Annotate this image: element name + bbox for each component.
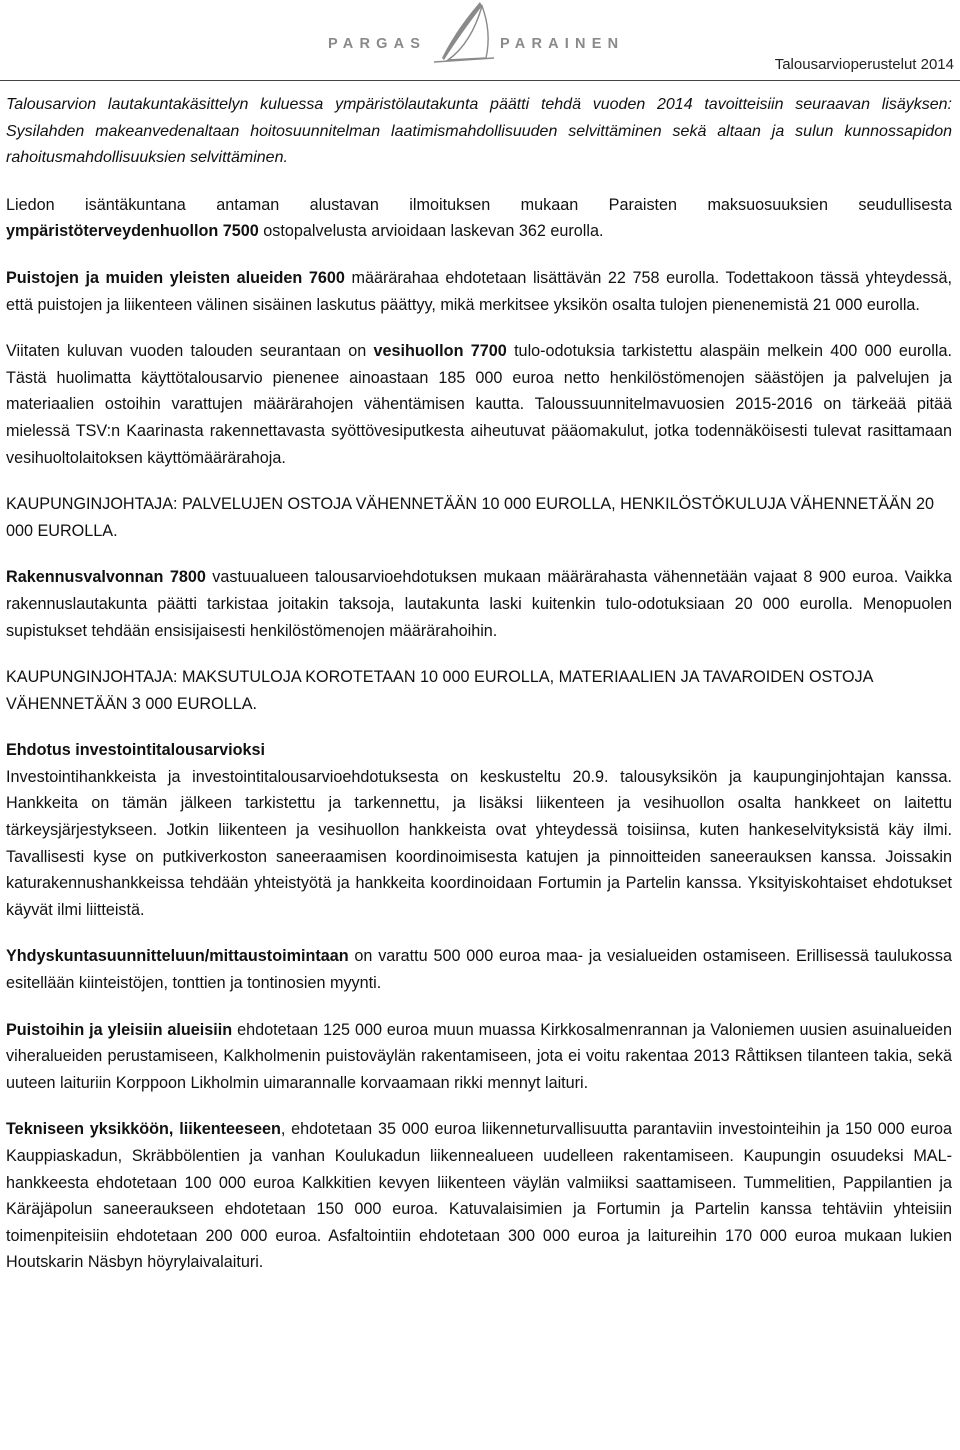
p3-bold: Puistojen ja muiden yleisten alueiden 7600 xyxy=(6,268,345,287)
paragraph-building-control xyxy=(6,564,952,644)
paragraph-parks-7600 xyxy=(6,265,952,318)
page-header xyxy=(0,0,960,92)
p9-bold: Yhdyskuntasuunnitteluun/mittaustoimintaan xyxy=(6,947,349,966)
p2-text-c: ostopalvelusta arvioidaan laskevan 362 eurolla. xyxy=(258,222,604,241)
p2-bold: ympäristöterveydenhuollon 7500 xyxy=(6,222,259,241)
paragraph-technical-unit xyxy=(6,1116,952,1276)
header-divider xyxy=(0,80,960,81)
paragraph-investment-proposal xyxy=(6,737,952,923)
p4-text-c: tulo-odotuksia tarkistettu alaspäin melkein 400 000 eurolla. Tästä huolimatta käyttötalousarvio pienenee ainoastaan 185 000 euroa netto henkilöstömenojen säästöjen ja palvelujen ja materiaalien ostoihin varattujen määrärahojen vähentämisen kautta. Taloussuunnitelmavuosien 2015-2016 on tärkeää pitää mielessä TSV:n Kaarinasta rakennettavasta syöttövesiputkesta aiheutuvat pääomakulut, jotka todennäköisesti tulevat rasittamaan vesihuoltolaitoksen käyttömäärärahoja. xyxy=(6,342,952,467)
p10-bold: Puistoihin ja yleisiin alueisiin xyxy=(6,1020,233,1039)
document-body xyxy=(6,92,952,1296)
p6-bold: Rakennusvalvonnan 7800 xyxy=(6,568,206,587)
paragraph-parks-investments xyxy=(6,1017,952,1097)
p8-text: Investointihankkeista ja investointitalousarvioehdotuksesta on keskusteltu 20.9. talousyksikön ja kaupunginjohtajan kanssa. Hankkeita on tämän jälkeen tarkistettu ja tarkennettu, ja lisäksi liikenteen ja vesihuollon osalta hankkeet on laitettu tärkeysjärjestykseen. Jotkin liikenteen ja vesihuollon hankkeista ovat yhteydessä toisiinsa, kuten hankeselvityksistä käy ilmi. Tavallisesti kyse on putkiverkoston saneeraamisen koordinoimisesta katujen ja pinnoitteiden saneerauksen kanssa. Joissakin katurakennushankkeissa tehdään yhteistyötä ja hankkeita koordinoidaan Fortumin ja Partelin kanssa. Yksityiskohtaiset ehdotukset käyvät ilmi liitteistä. xyxy=(6,767,952,919)
p4-text-a: Viitaten kuluvan vuoden talouden seurantaan on xyxy=(6,342,374,361)
paragraph-urban-planning xyxy=(6,943,952,996)
p6-text: vastuualueen talousarvioehdotuksen mukaan määrärahasta vähennetään vajaat 8 900 euroa. Vaikka rakennuslautakunta päätti tarkistaa joitakin taksoja, lautakunta laski kuitenkin tulo-odotuksiaan 20 000 eurolla. Menopuolen supistukset tehdään ensisijaisesti henkilöstömenojen määrärahoihin. xyxy=(6,568,952,640)
p9-text: on varattu 500 000 euroa maa- ja vesialueiden ostamiseen. Erillisessä taulukossa esitellään kiinteistöjen, tonttien ja tontinosien myynti. xyxy=(6,947,952,993)
paragraph-environment-board: Talousarvion lautakuntakäsittelyn kuluessa ympäristölautakunta päätti tehdä vuoden 2014 tavoitteisiin seuraavan lisäyksen: Sysilahden makeanvedenaltaan hoitosuunnitelman laatimismahdollisuuden selvittäminen sekä altaan ja sulun kunnossapidon rahoitusmahdollisuuksien selvittäminen. xyxy=(6,96,952,167)
section-heading-investment: Ehdotus investointitalousarvioksi xyxy=(6,741,266,760)
p11-bold: Tekniseen yksikköön, liikenteeseen xyxy=(6,1120,281,1139)
p2-text-a: Liedon isäntäkuntana antaman alustavan ilmoituksen mukaan Paraisten maksuosuuksien seudullisesta xyxy=(6,195,952,214)
p10-text: ehdotetaan 125 000 euroa muun muassa Kirkkosalmenrannan ja Valoniemen uusien asuinalueiden viheralueiden perustamiseen, Kalkholmenin puistoväylän rakentamiseen, jota ei voitu rakentaa 2013 Råttiksen tilanteen takia, sekä uuteen laituriin Korppoon Likholmin uimarannalle korvaamaan rikki mennyt laituri. xyxy=(6,1020,952,1092)
p11-text: , ehdotetaan 35 000 euroa liikenneturvallisuutta parantaviin investointeihin ja 150 000 euroa Kauppiaskadun, Skräbbölentien ja vanhan Koulukadun liikennealueen uudelleen rakentamiseen. Kaupungin osuudeksi MAL-hankkeesta ehdotetaan 100 000 euroa Kalkkitien kevyen liikenteen väylän valmiiksi saattamiseen. Tummelitien, Pappilantien ja Käräjäpolun saneeraukseen ehdotetaan 150 000 euroa. Katuvalaisimien ja Fortumin ja Partelin kanssa tehtäviin yhteisiin toimenpiteisiin ehdotetaan 200 000 euroa. Asfaltointiin ehdotetaan 300 000 euroa ja laitureihin 170 000 euroa mukaan lukien Houtskarin Näsbyn höyrylaivalaituri. xyxy=(6,1120,952,1272)
logo-text-parainen: PARAINEN xyxy=(500,36,625,52)
p4-bold: vesihuollon 7700 xyxy=(373,342,507,361)
sail-icon xyxy=(428,0,502,66)
p3-text: määrärahaa ehdotetaan lisättävän 22 758 eurolla. Todettakoon tässä yhteydessä, että puistojen ja liikenteen välinen sisäinen laskutus päättyy, mikä merkitsee yksikön osalta tulojen pienenemistä 21 000 eurolla. xyxy=(6,268,953,314)
paragraph-mayor-note-1: KAUPUNGINJOHTAJA: PALVELUJEN OSTOJA VÄHENNETÄÄN 10 000 EUROLLA, HENKILÖSTÖKULUJA VÄHENNETÄÄN 20 000 EUROLLA. xyxy=(6,495,935,540)
paragraph-mayor-note-2: KAUPUNGINJOHTAJA: MAKSUTULOJA KOROTETAAN 10 000 EUROLLA, MATERIAALIEN JA TAVAROIDEN OSTOJA VÄHENNETÄÄN 3 000 EUROLLA. xyxy=(6,668,873,713)
paragraph-environmental-health xyxy=(6,192,952,245)
logo-text-pargas: PARGAS xyxy=(328,36,427,52)
document-title: Talousarvioperustelut 2014 xyxy=(774,56,954,73)
paragraph-water-supply xyxy=(6,338,952,471)
